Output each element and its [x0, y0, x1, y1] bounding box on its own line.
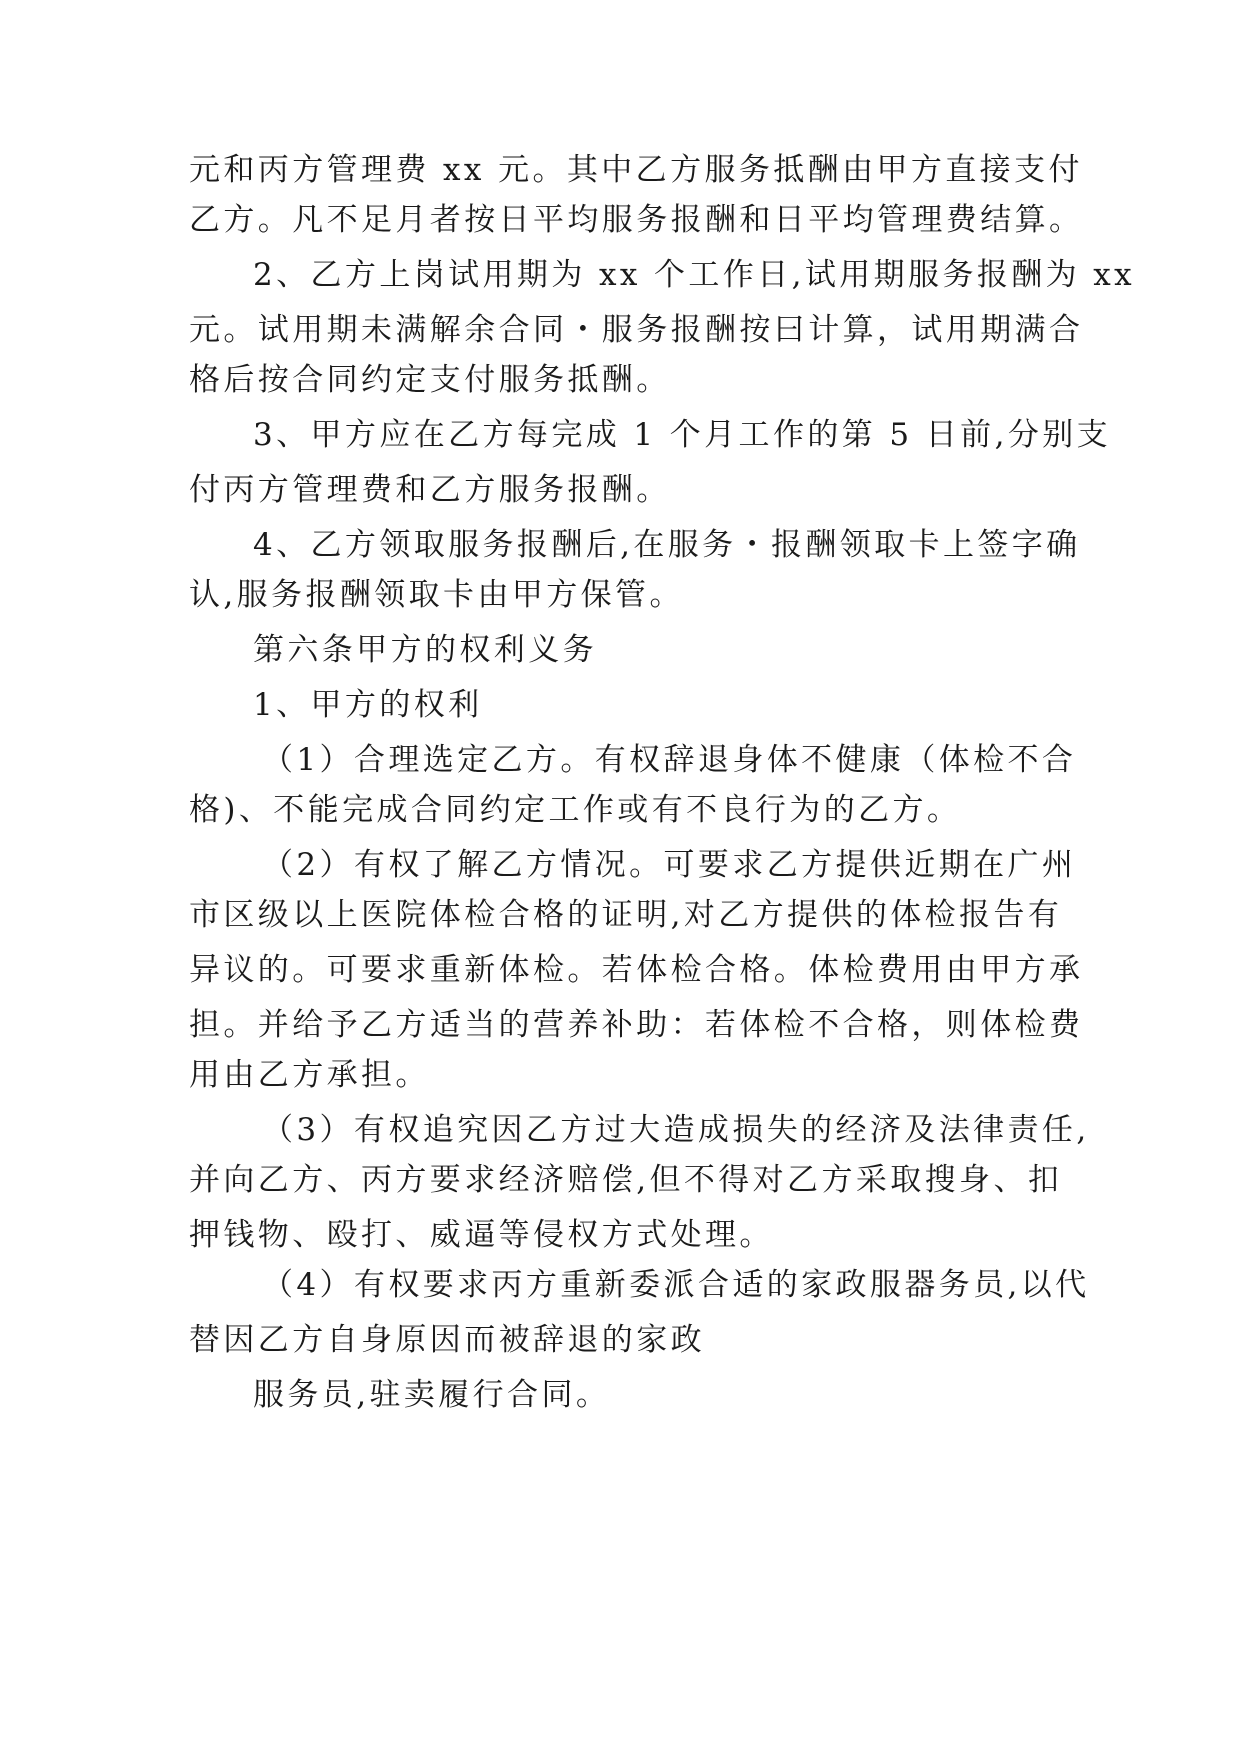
subsection-heading: 1、甲方的权利: [253, 687, 483, 723]
text-line-23: 替因乙方自身原因而被辞退的家政: [189, 1322, 705, 1358]
text-line-20: 并向乙方、丙方要求经济赔偿,但不得对乙方采取搜身、扣: [189, 1162, 1063, 1198]
text-line-22: （4）有权要求丙方重新委派合适的家政服器务员,以代: [262, 1267, 1090, 1303]
text-line-2: 乙方。凡不足月者按日平均服务报酬和日平均管理费结算。: [189, 202, 1084, 238]
section-heading: 第六条甲方的权利义务: [253, 632, 597, 668]
text-line-7: 付丙方管理费和乙方服务报酬。: [189, 472, 671, 508]
text-line-5: 格后按合同约定支付服务抵酬。: [189, 362, 671, 398]
text-line-24: 服务员,驻卖履行合同。: [253, 1377, 611, 1413]
text-line-15: 市区级以上医院体检合格的证明,对乙方提供的体检报告有: [189, 897, 1063, 933]
text-line-9: 认,服务报酬领取卡由甲方保管。: [189, 577, 684, 613]
text-line-21: 押钱物、殴打、威逼等侵权方式处理。: [189, 1217, 774, 1253]
text-line-19: （3）有权追究因乙方过大造成损失的经济及法律责任,: [262, 1112, 1090, 1148]
text-line-17: 担。并给予乙方适当的营养补助：若体检不合格，则体检费: [189, 1007, 1084, 1043]
text-line-14: （2）有权了解乙方情况。可要求乙方提供近期在广州: [262, 847, 1077, 883]
text-line-6: 3、甲方应在乙方每完成 1 个月工作的第 5 日前,分别支: [253, 417, 1112, 453]
text-line-12: （1）合理选定乙方。有权辞退身体不健康（体检不合: [262, 742, 1077, 778]
text-line-1: 元和丙方管理费 xx 元。其中乙方服务抵酬由甲方直接支付: [189, 152, 1083, 188]
text-line-18: 用由乙方承担。: [189, 1057, 430, 1093]
text-line-16: 异议的。可要求重新体检。若体检合格。体检费用由甲方承: [189, 952, 1084, 988]
text-line-4: 元。试用期未满解余合同・服务报酬按曰计算，试用期满合: [189, 312, 1084, 348]
text-line-3: 2、乙方上岗试用期为 xx 个工作日,试用期服务报酬为 xx: [253, 257, 1136, 293]
text-line-8: 4、乙方领取服务报酬后,在服务・报酬领取卡上签字确: [253, 527, 1081, 563]
text-line-13: 格)、不能完成合同约定工作或有不良行为的乙方。: [189, 792, 962, 828]
